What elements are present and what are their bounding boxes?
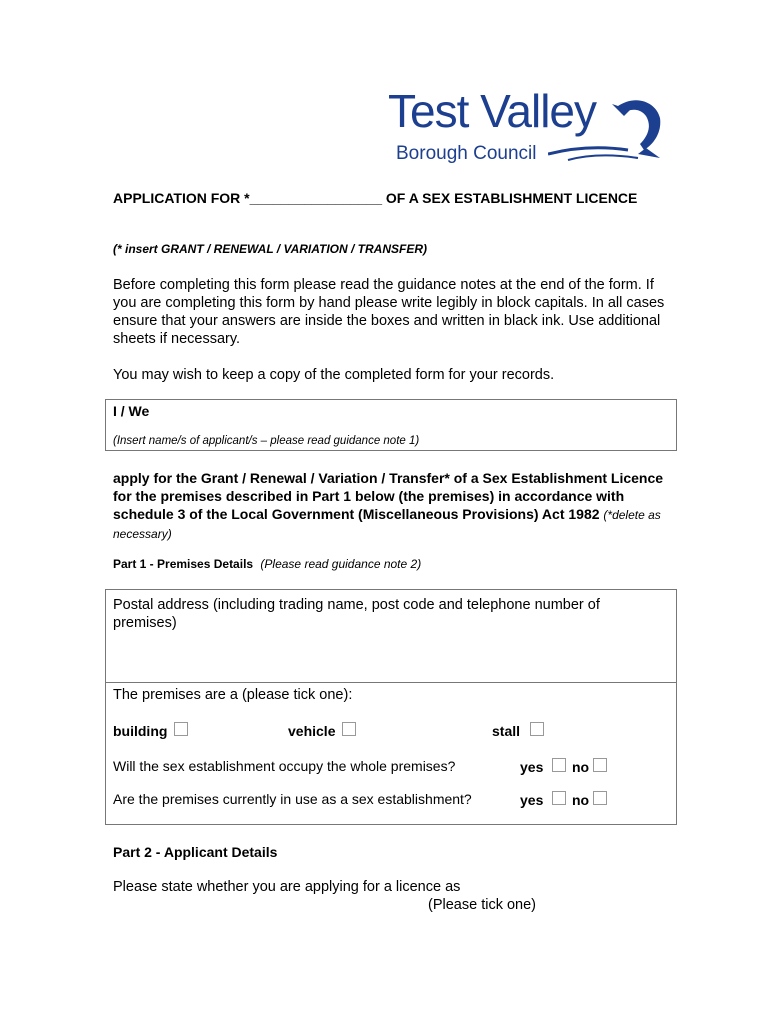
applicant-label: I / We <box>113 403 150 419</box>
current-use-question: Are the premises currently in use as a sex establishment? <box>113 791 472 807</box>
whole-yes-checkbox[interactable] <box>552 758 566 772</box>
applicant-name-box[interactable] <box>105 399 677 451</box>
current-yes-checkbox[interactable] <box>552 791 566 805</box>
whole-premises-question: Will the sex establishment occupy the whole premises? <box>113 758 456 774</box>
part1-note: (Please read guidance note 2) <box>260 557 422 571</box>
current-no-label: no <box>572 792 590 808</box>
option-stall-label: stall <box>492 723 521 739</box>
logo-title: Test Valley <box>388 85 597 137</box>
building-checkbox[interactable] <box>174 722 188 736</box>
part1-heading <box>113 557 421 571</box>
option-vehicle-label: vehicle <box>288 723 336 739</box>
part1-title: Part 1 - Premises Details <box>113 557 254 571</box>
part2-text: Please state whether you are applying for a licence as <box>113 879 461 895</box>
records-paragraph: You may wish to keep a copy of the completed form for your records. <box>113 367 555 383</box>
logo-subtitle: Borough Council <box>396 143 537 164</box>
whole-yes-label: yes <box>520 759 544 775</box>
premises-details-box <box>105 589 677 825</box>
current-no-checkbox[interactable] <box>593 791 607 805</box>
divider <box>106 682 676 683</box>
whole-no-label: no <box>572 759 590 775</box>
apply-note: (*delete as necessary) <box>113 508 661 541</box>
applicant-hint: (Insert name/s of applicant/s – please read guidance note 1) <box>113 435 420 447</box>
apply-paragraph <box>113 469 673 543</box>
insert-note: (* insert GRANT / RENEWAL / VARIATION / TRANSFER) <box>113 242 428 256</box>
intro-paragraph: Before completing this form please read the guidance notes at the end of the form. If you are completing this form by hand please write legibly in block capitals. In all cases ensure that your answers are inside the boxes and written in black ink. Use additional sheets if necessary. <box>113 277 665 347</box>
part2-title: Part 2 - Applicant Details <box>113 844 278 860</box>
current-yes-label: yes <box>520 792 544 808</box>
part2-tick-note: (Please tick one) <box>428 897 536 913</box>
option-building-label: building <box>113 723 168 739</box>
whole-no-checkbox[interactable] <box>593 758 607 772</box>
premises-type-question: The premises are a (please tick one): <box>113 687 353 703</box>
postal-address-label: Postal address (including trading name, post code and telephone number of premises) <box>113 597 600 631</box>
vehicle-checkbox[interactable] <box>342 722 356 736</box>
salmon-logo-icon <box>548 92 668 164</box>
apply-text: apply for the Grant / Renewal / Variation / Transfer* of a Sex Establishment Licence for the premises described in Part 1 below (the premises) in accordance with schedule 3 of the Local Government (Miscellaneous Provisions) Act 1982 <box>113 470 664 522</box>
stall-checkbox[interactable] <box>530 722 544 736</box>
form-heading: APPLICATION FOR *_________________ OF A SEX ESTABLISHMENT LICENCE <box>113 190 638 206</box>
